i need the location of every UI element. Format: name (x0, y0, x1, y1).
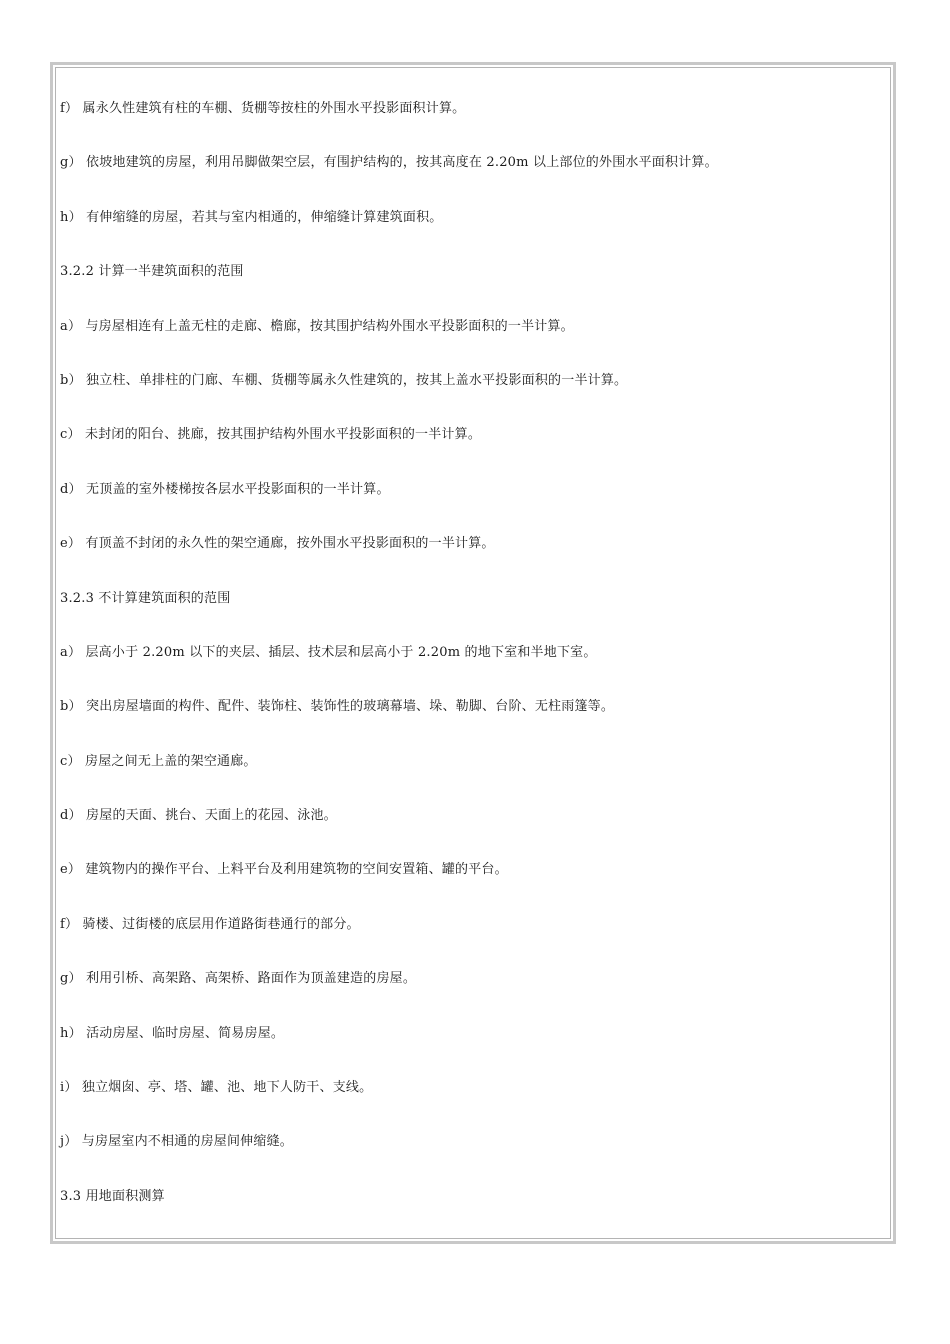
paragraph-13: c） 房屋之间无上盖的架空通廊。 (60, 753, 257, 769)
paragraph-11: a） 层高小于 2.20m 以下的夹层、插层、技术层和层高小于 2.20m 的地下室和半地下室。 (60, 644, 597, 660)
paragraph-17: g） 利用引桥、高架路、高架桥、路面作为顶盖建造的房屋。 (60, 971, 417, 987)
page-frame (50, 62, 896, 1244)
paragraph-19: i） 独立烟囱、亭、塔、罐、池、地下人防干、支线。 (60, 1080, 373, 1096)
document-body (55, 67, 891, 1239)
paragraph-6: b） 独立柱、单排柱的门廊、车棚、货棚等属永久性建筑的，按其上盖水平投影面积的一半计算。 (60, 372, 628, 388)
paragraph-12: b） 突出房屋墙面的构件、配件、装饰柱、装饰性的玻璃幕墙、垛、勒脚、台阶、无柱雨篷等。 (60, 699, 615, 715)
paragraph-8: d） 无顶盖的室外楼梯按各层水平投影面积的一半计算。 (60, 481, 390, 497)
paragraph-14: d） 房屋的天面、挑台、天面上的花园、泳池。 (60, 808, 337, 824)
section-heading-3-2-2: 3.2.2 计算一半建筑面积的范围 (60, 264, 244, 280)
paragraph-16: f） 骑楼、过街楼的底层用作道路街巷通行的部分。 (60, 916, 360, 932)
section-heading-3-3: 3.3 用地面积测算 (60, 1188, 165, 1204)
paragraph-15: e） 建筑物内的操作平台、上料平台及利用建筑物的空间安置箱、罐的平台。 (60, 862, 508, 878)
paragraph-7: c） 未封闭的阳台、挑廊，按其围护结构外围水平投影面积的一半计算。 (60, 427, 482, 443)
paragraph-1: f） 属永久性建筑有柱的车棚、货棚等按柱的外围水平投影面积计算。 (60, 101, 466, 116)
paragraph-9: e） 有顶盖不封闭的永久性的架空通廊，按外围水平投影面积的一半计算。 (60, 536, 495, 552)
paragraph-18: h） 活动房屋、临时房屋、简易房屋。 (60, 1025, 285, 1041)
paragraph-2: g） 依坡地建筑的房屋，利用吊脚做架空层，有围护结构的，按其高度在 2.20m 以上部位的外围水平面积计算。 (60, 155, 718, 171)
paragraph-5: a） 与房屋相连有上盖无柱的走廊、檐廊，按其围护结构外围水平投影面积的一半计算。 (60, 318, 574, 334)
paragraph-list (60, 94, 882, 1236)
paragraph-20: j） 与房屋室内不相通的房屋间伸缩缝。 (60, 1134, 293, 1150)
section-heading-3-2-3: 3.2.3 不计算建筑面积的范围 (60, 590, 231, 606)
paragraph-3: h） 有伸缩缝的房屋，若其与室内相通的，伸缩缝计算建筑面积。 (60, 209, 443, 225)
